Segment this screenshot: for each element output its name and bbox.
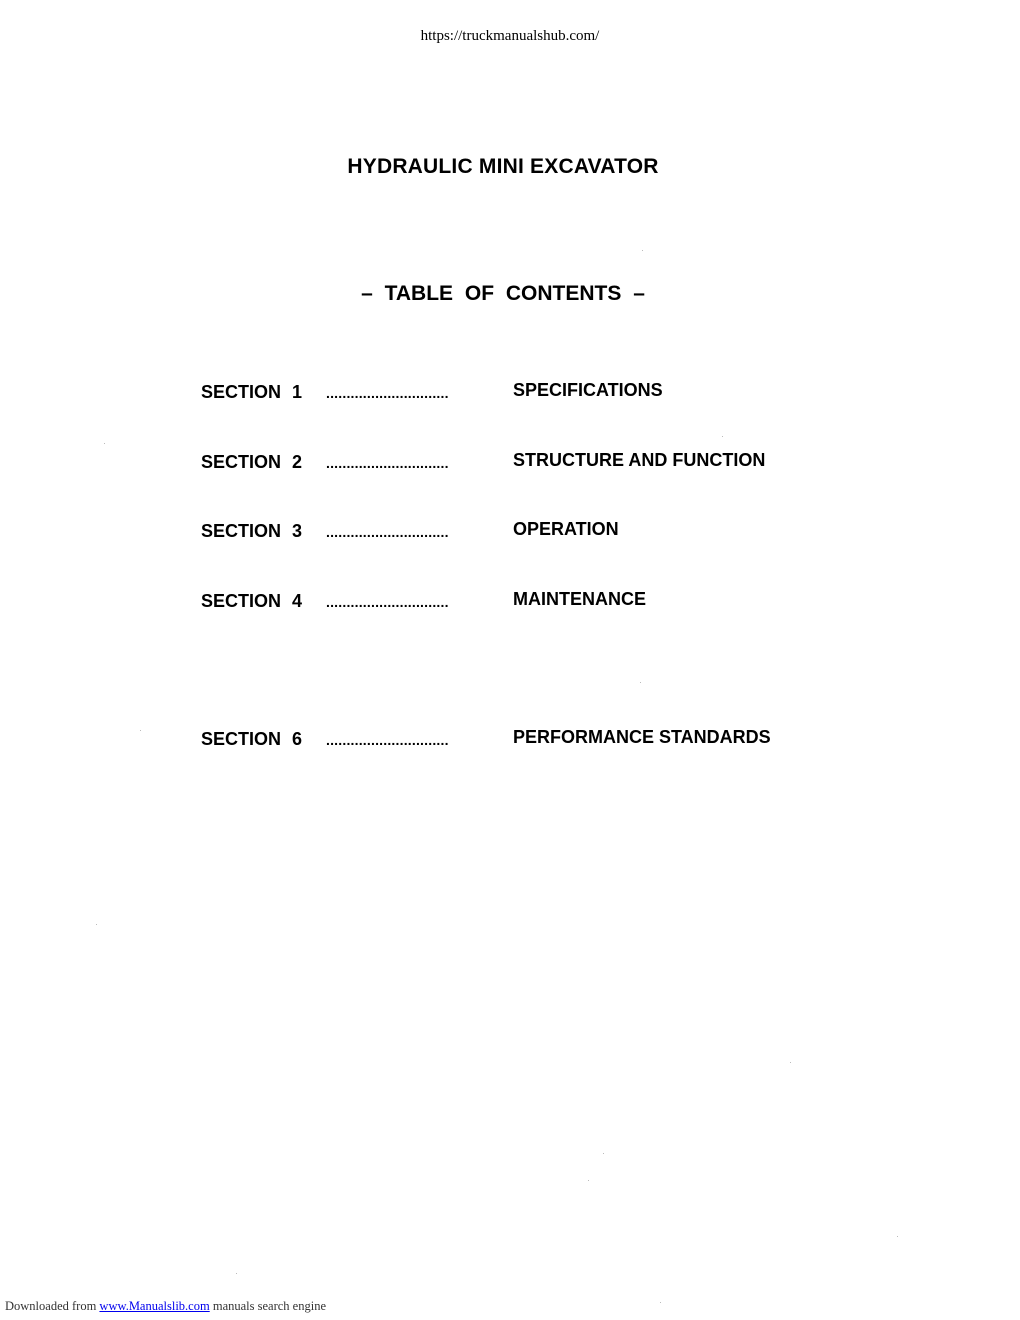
toc-row-section-4 [201, 591, 821, 617]
footer-prefix: Downloaded from [5, 1299, 100, 1313]
toc-heading: – TABLE OF CONTENTS – [361, 282, 645, 305]
toc-section-title: MAINTENANCE [513, 589, 646, 609]
toc-row-section-6 [201, 729, 821, 755]
document-title: HYDRAULIC MINI EXCAVATOR [347, 155, 659, 178]
manualslib-link[interactable]: www.Manualslib.com [99, 1299, 210, 1313]
scan-speck [722, 436, 723, 437]
scan-speck [236, 1273, 237, 1274]
toc-leader-dots: .............................. [326, 455, 449, 471]
toc-section-label: SECTION 4 [201, 591, 303, 611]
toc-row-section-3 [201, 521, 821, 547]
toc-section-title: STRUCTURE AND FUNCTION [513, 450, 766, 470]
scan-speck [897, 1236, 898, 1237]
toc-section-label: SECTION 2 [201, 452, 303, 472]
scan-speck [140, 730, 141, 731]
scan-speck [642, 250, 643, 251]
toc-leader-dots: .............................. [326, 594, 449, 610]
scan-speck [588, 1180, 589, 1181]
toc-leader-dots: .............................. [326, 524, 449, 540]
toc-row-section-1 [201, 382, 821, 408]
scan-speck [603, 1153, 604, 1154]
toc-section-label: SECTION 1 [201, 382, 303, 402]
toc-row-section-2 [201, 452, 821, 478]
toc-section-title: OPERATION [513, 519, 619, 539]
scan-speck [96, 924, 97, 925]
toc-section-title: PERFORMANCE STANDARDS [513, 727, 771, 747]
toc-section-title: SPECIFICATIONS [513, 380, 663, 400]
scan-speck [660, 1302, 661, 1303]
download-footer [5, 1299, 326, 1314]
scan-speck [790, 1062, 791, 1063]
scan-speck [640, 682, 641, 683]
scan-speck [104, 443, 105, 444]
header-url: https://truckmanualshub.com/ [420, 28, 600, 44]
toc-leader-dots: .............................. [326, 385, 449, 401]
footer-suffix: manuals search engine [209, 1299, 326, 1313]
toc-leader-dots: .............................. [326, 732, 449, 748]
toc-section-label: SECTION 3 [201, 521, 303, 541]
toc-section-label: SECTION 6 [201, 729, 303, 749]
